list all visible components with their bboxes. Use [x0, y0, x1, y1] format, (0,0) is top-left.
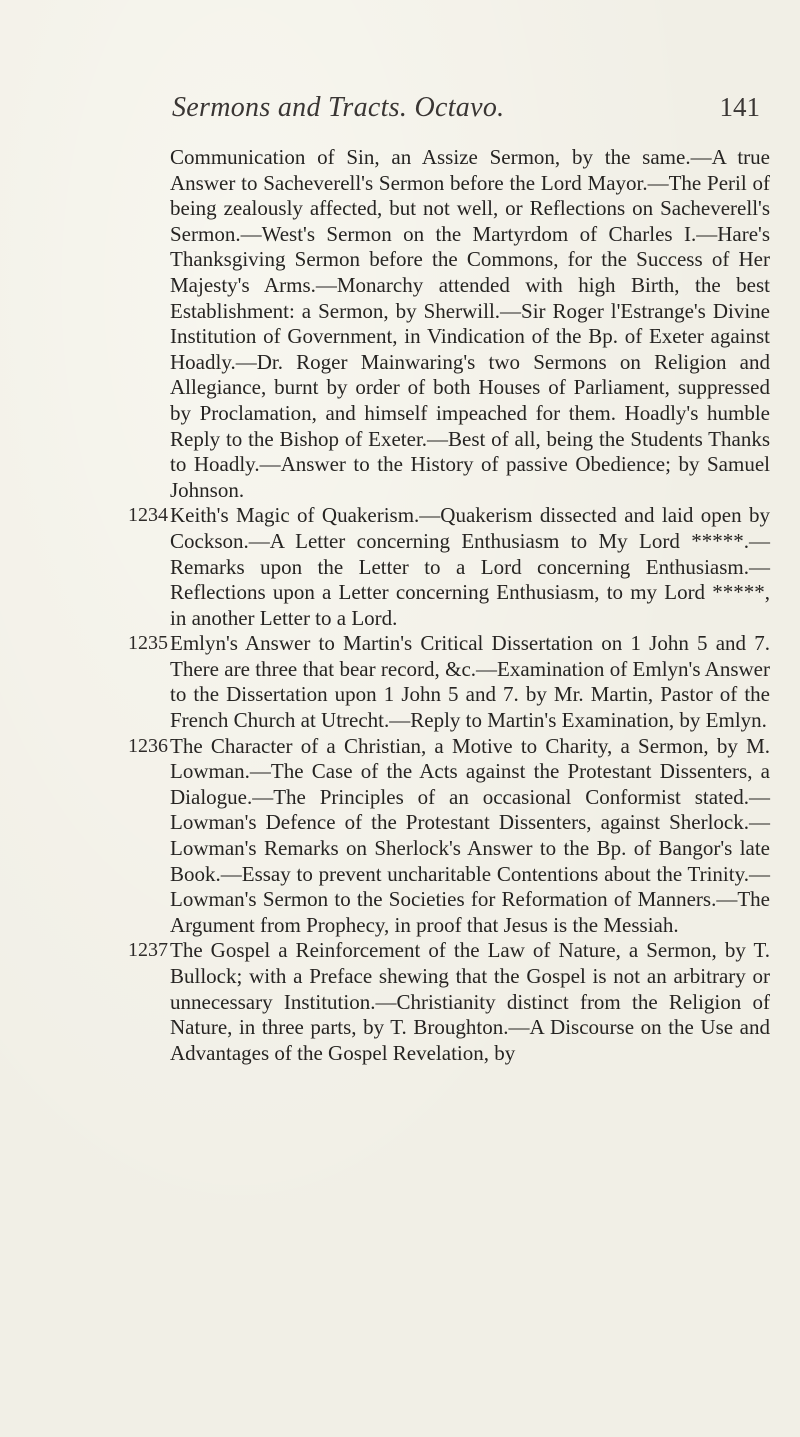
entry-text: Emlyn's Answer to Martin's Critical Dissertation on 1 John 5 and 7. There are three that bear record, &c.—Examination of Emlyn's Answer to the Dissertation upon 1 John 5 and 7. by Mr. Martin, Pastor of the French Church at Utrecht.—Reply to Martin's Examination, by Emlyn.: [170, 631, 770, 733]
entry-number: 1234: [128, 504, 168, 527]
catalogue-entry-1235: [130, 631, 770, 733]
catalogue-entry-continuation: [130, 145, 770, 503]
catalogue-entry-1234: [130, 503, 770, 631]
entry-number: 1237: [128, 939, 168, 962]
running-header: [172, 92, 760, 132]
entry-text: The Gospel a Reinforcement of the Law of Nature, a Sermon, by T. Bullock; with a Preface shewing that the Gospel is not an arbitrary or unnecessary Institution.—Christianity distinct from the Religion of Nature, in three parts, by T. Broughton.—A Discourse on the Use and Advantages of the Gospel Revelation, by: [170, 938, 770, 1065]
catalogue-entry-1236: [130, 734, 770, 939]
catalogue-entries: [130, 145, 770, 1066]
entry-text: The Character of a Christian, a Motive to Charity, a Sermon, by M. Lowman.—The Case of the Acts against the Protestant Dissenters, a Dialogue.—The Principles of an occasional Conformist stated.—Lowman's Defence of the Protestant Dissenters, against Sherlock.—Lowman's Remarks on Sherlock's Answer to the Bp. of Bangor's late Book.—Essay to prevent uncharitable Contentions about the Trinity.—Lowman's Sermon to the Societies for Reformation of Manners.—The Argument from Prophecy, in proof that Jesus is the Messiah.: [170, 733, 770, 937]
catalogue-entry-1237: [130, 938, 770, 1066]
entry-number: 1235: [128, 632, 168, 655]
entry-text: Communication of Sin, an Assize Sermon, by the same.—A true Answer to Sacheverell's Sermon before the Lord Mayor.—The Peril of being zealously affected, but not well, or Reflections on Sacheverell's Sermon.—West's Sermon on the Martyrdom of Charles I.—Hare's Thanksgiving Sermon before the Commons, for the Success of Her Majesty's Arms.—Monarchy attended with high Birth, the best Establishment: a Sermon, by Sherwill.—Sir Roger l'Estrange's Divine Institution of Government, in Vindication of the Bp. of Exeter against Hoadly.—Dr. Roger Mainwaring's two Sermons on Religion and Allegiance, burnt by order of both Houses of Parliament, suppressed by Proclamation, and himself impeached for them. Hoadly's humble Reply to the Bishop of Exeter.—Best of all, being the Students Thanks to Hoadly.—Answer to the History of passive Obedience; by Samuel Johnson.: [170, 145, 770, 502]
entry-number: 1236: [128, 734, 168, 757]
page-number: 141: [719, 92, 760, 122]
running-title: Sermons and Tracts. Octavo.: [172, 92, 505, 123]
entry-text: Keith's Magic of Quakerism.—Quakerism dissected and laid open by Cockson.—A Letter concerning Enthusiasm to My Lord *****.—Remarks upon the Letter to a Lord concerning Enthusiasm.—Reflections upon a Letter concerning Enthusiasm, to my Lord *****, in another Letter to a Lord.: [170, 503, 770, 630]
